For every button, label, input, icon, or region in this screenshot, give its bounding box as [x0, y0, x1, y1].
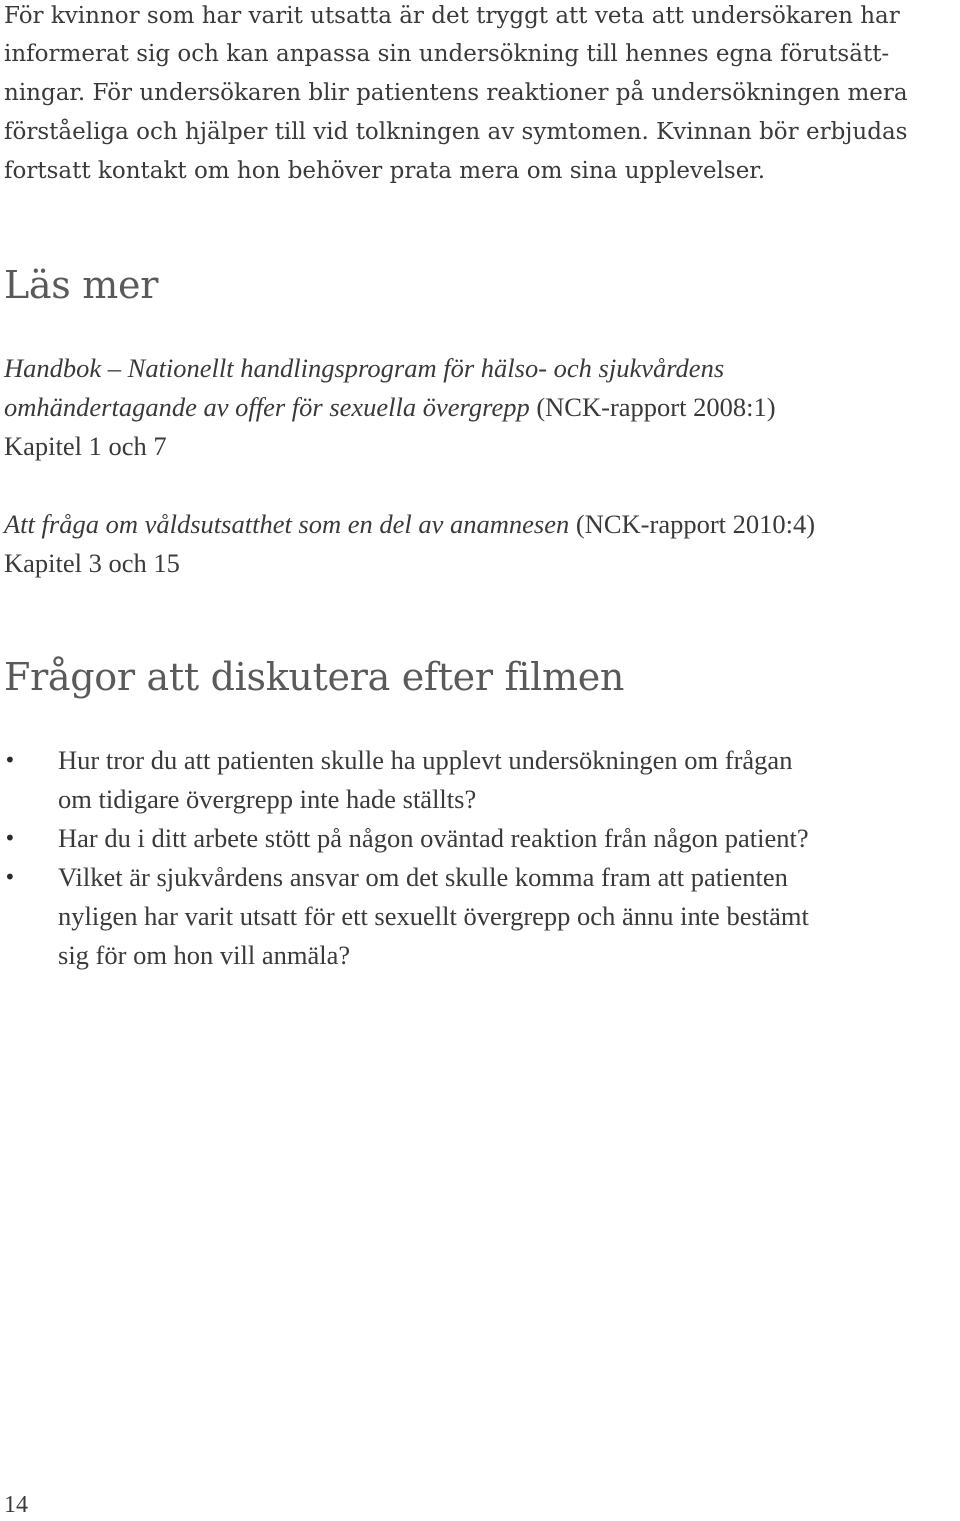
- reference-chapters: Kapitel 3 och 15: [4, 548, 180, 578]
- question-line: Vilket är sjukvårdens ansvar om det skulle komma fram att patienten: [58, 862, 788, 892]
- intro-line: För kvinnor som har varit utsatta är det tryggt att veta att undersökaren har: [4, 3, 900, 29]
- read-more-heading: Läs mer: [4, 263, 159, 307]
- page-number: 14: [4, 1492, 28, 1518]
- question-line: om tidigare övergrepp inte hade ställts?: [58, 784, 477, 814]
- question-line: sig för om hon vill anmäla?: [58, 940, 351, 970]
- bullet-icon: •: [4, 865, 16, 889]
- reference-title: omhändertagande av offer för sexuella övergrepp: [4, 392, 530, 422]
- bullet-icon: •: [4, 748, 16, 772]
- intro-line: förståeliga och hjälper till vid tolkningen av symtomen. Kvinnan bör erbjudas: [4, 119, 908, 145]
- question-line: nyligen har varit utsatt för ett sexuellt övergrepp och ännu inte bestämt: [58, 901, 809, 931]
- reference-chapters: Kapitel 1 och 7: [4, 431, 167, 461]
- intro-line: informerat sig och kan anpassa sin undersökning till hennes egna förutsätt-: [4, 41, 890, 67]
- intro-line: ningar. För undersökaren blir patientens reaktioner på undersökningen mera: [4, 80, 908, 106]
- question-line: Hur tror du att patienten skulle ha upplevt undersökningen om frågan: [58, 745, 793, 775]
- question-line: Har du i ditt arbete stött på någon oväntad reaktion från någon patient?: [58, 823, 809, 853]
- reference-title-line: [4, 391, 776, 423]
- reference-title: Att fråga om våldsutsatthet som en del av anamnesen: [4, 509, 570, 539]
- reference-report-number: (NCK-rapport 2008:1): [529, 392, 776, 422]
- bullet-icon: •: [4, 826, 16, 850]
- reference-title: Handbok – Nationellt handlingsprogram för hälso- och sjukvårdens: [4, 353, 725, 383]
- intro-line: fortsatt kontakt om hon behöver prata mera om sina upplevelser.: [4, 158, 766, 184]
- reference-report-number: (NCK-rapport 2010:4): [569, 509, 816, 539]
- discussion-heading: Frågor att diskutera efter filmen: [4, 655, 625, 699]
- reference-title-line: [4, 508, 815, 540]
- reference-title-line: [4, 352, 724, 384]
